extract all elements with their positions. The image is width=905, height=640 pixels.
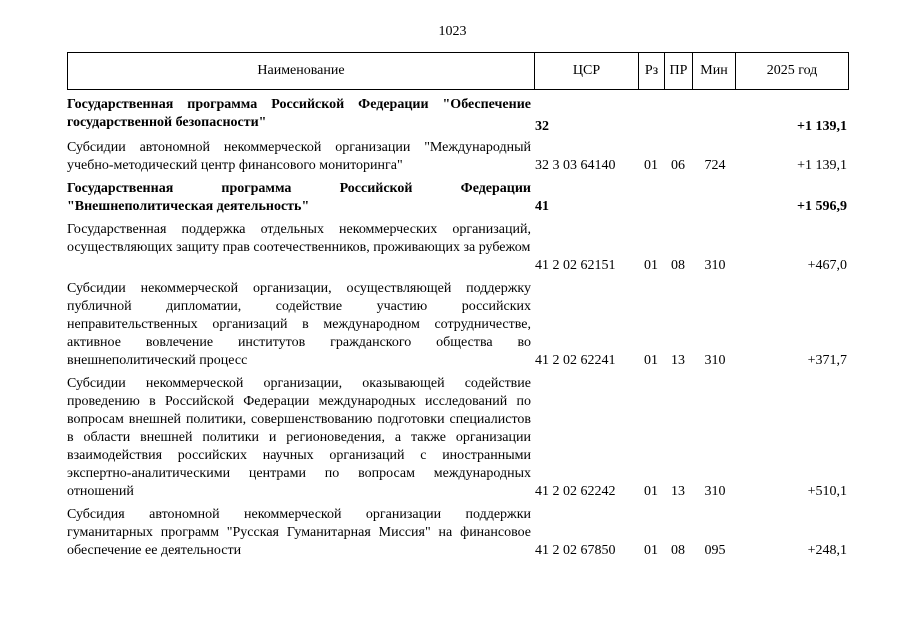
row-rz: 01 [644, 158, 658, 173]
header-name: Наименование [68, 53, 535, 89]
row-csr: 41 2 02 62151 [535, 258, 616, 273]
row-csr: 41 [535, 199, 549, 214]
row-amount: +1 596,9 [797, 199, 847, 214]
row-csr: 32 [535, 119, 549, 134]
row-rz: 01 [644, 543, 658, 558]
row-pr: 13 [671, 353, 685, 368]
row-name: Субсидии некоммерческой организации, оказывающей содействие проведению в Российской Федерации международных исследований по вопросам внешней политики, совершенствованию подготовки специалистов в области внешней политики и регионоведения, а также организации взаимодействия российских научных организаций с иностранными экспертно-аналитическими центрами по вопросам международных отношений [67, 376, 531, 499]
table-header [67, 52, 849, 90]
row-pr: 08 [671, 258, 685, 273]
table-row [67, 221, 849, 275]
table-body [67, 96, 849, 560]
table-row [67, 139, 849, 175]
header-csr: ЦСР [535, 53, 639, 89]
row-rz: 01 [644, 353, 658, 368]
row-min: 310 [704, 484, 726, 499]
table-row [67, 180, 849, 216]
row-amount: +467,0 [807, 258, 847, 273]
header-min: Мин [693, 53, 736, 89]
row-amount: +248,1 [807, 543, 847, 558]
table-row [67, 280, 849, 370]
row-min: 310 [704, 258, 726, 273]
row-csr: 41 2 02 62242 [535, 484, 616, 499]
row-pr: 08 [671, 543, 685, 558]
header-rz: Рз [639, 53, 665, 89]
header-pr: ПР [665, 53, 693, 89]
row-csr: 41 2 02 67850 [535, 543, 616, 558]
row-csr: 32 3 03 64140 [535, 158, 616, 173]
row-csr: 41 2 02 62241 [535, 353, 616, 368]
page-number: 1023 [438, 24, 467, 39]
header-year: 2025 год [766, 63, 818, 78]
table-row [67, 96, 849, 136]
row-name: Государственная программа Российской Федерации "Внешнеполитическая деятельность" [67, 181, 531, 214]
row-min: 095 [704, 543, 726, 558]
row-amount: +1 139,1 [797, 119, 847, 134]
table-row [67, 506, 849, 560]
row-pr: 06 [671, 158, 685, 173]
row-rz: 01 [644, 484, 658, 499]
row-amount: +1 139,1 [797, 158, 847, 173]
row-rz: 01 [644, 258, 658, 273]
row-min: 724 [704, 158, 726, 173]
row-name: Государственная программа Российской Федерации "Обеспечение государственной безопасности" [67, 97, 531, 130]
row-name: Государственная поддержка отдельных некоммерческих организаций, осуществляющих защиту прав соотечественников, проживающих за рубежом [67, 222, 531, 255]
row-min: 310 [704, 353, 726, 368]
row-amount: +510,1 [807, 484, 847, 499]
row-amount: +371,7 [807, 353, 847, 368]
row-name: Субсидия автономной некоммерческой организации поддержки гуманитарных программ "Русская Гуманитарная Миссия" на финансовое обеспечение ее деятельности [67, 507, 531, 558]
row-name: Субсидии автономной некоммерческой организации "Международный учебно-методический центр финансового мониторинга" [67, 140, 531, 173]
row-pr: 13 [671, 484, 685, 499]
table-row [67, 375, 849, 501]
row-name: Субсидии некоммерческой организации, осуществляющей поддержку публичной дипломатии, содействие участию российских неправительственных организаций в международном сотрудничестве, активное вовлечение институтов гражданского общества во внешнеполитический процесс [67, 281, 531, 368]
